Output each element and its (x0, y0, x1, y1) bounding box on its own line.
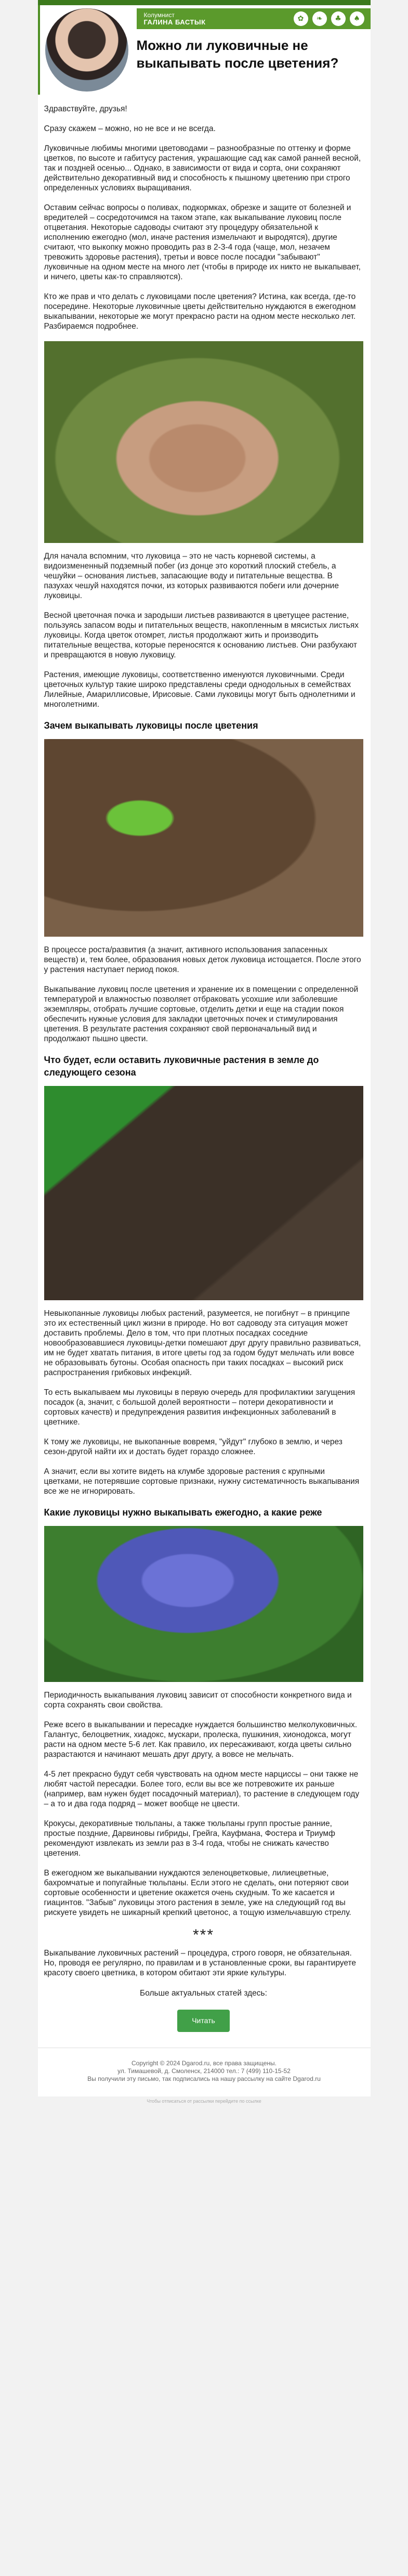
subscription-note: Вы получили эту письмо, так подписались на нашу рассылку на сайте Dgarod.ru (87, 2075, 321, 2082)
paragraph: 4-5 лет прекрасно будут себя чувствовать на одном месте нарциссы – они также не любят частой пересадки. Более того, если вы все же потревожите их раньше (например, вам нужен будет посадочный материал), то растение в следующем году – а то и два года подряд – может вообще не цвести. (44, 1770, 360, 1808)
paragraph: Крокусы, декоративные тюльпаны, а также тюльпаны групп простые ранние, простые поздние, Дарвиновы гибриды, Грейга, Кауфмана, Фостера и Триумф рекомендуют извлекать из земли раз в 3-4 года, чтобы не снижать качество цветения. (44, 1819, 335, 1858)
copyright: Copyright © 2024 Dgarod.ru, все права защищены. (131, 2060, 277, 2067)
section-heading: Какие луковицы нужно выкапывать ежегодно, а какие реже (44, 1507, 322, 1518)
newsletter-header (38, 5, 371, 95)
paragraph: Невыкопанные луковицы любых растений, разумеется, не погибнут – в принципе это их естественный цикл жизни в природе. Но вот садоводу эта ситуация может доставить проблемы. Дело в том, что при плотных посадках соседние новообразовавшиеся луковицы-детки помешают друг другу правильно развиваться, им не будет хватать питания, в итоге цветы год за годом будут мельчать или вовсе не образовывать бутоны. Особая опасность при таких посадках – высокий риск распространения грибковых инфекций. (44, 1309, 361, 1377)
read-button[interactable]: Читать (177, 2010, 230, 2032)
paragraph: Выкапывание луковичных растений – процедура, строго говоря, не обязательная. Но, проводя ее регулярно, по правилам и в установленные сроки, вы гарантируете красоту своего цветника, в котором обитают эти яркие культуры. (44, 1949, 356, 1977)
address: ул. Тимашевой, д. Смоленск, 214000 тел.: 7 (499) 110-15-52 (117, 2067, 291, 2075)
paragraph: К тому же луковицы, не выкопанные вовремя, "уйдут" глубоко в землю, и через сезон-другой найти их и достать будет гораздо сложнее. (44, 1438, 343, 1456)
author-name-block (144, 11, 206, 26)
paragraph: Растения, имеющие луковицы, соответственно именуются луковичными. Среди цветочных культур такие широко представлены среди однодольных в семействах Лилейные, Амариллисовые, Ирисовые. Сами луковицы могут быть однолетними и многолетними. (44, 670, 356, 709)
button-row (44, 2010, 363, 2048)
photo-blue-flowers (44, 1526, 363, 1682)
flower-icon: ✿ (294, 11, 308, 26)
author-role: Колумнист (143, 11, 175, 19)
more-articles-label: Больше актуальных статей здесь: (140, 1989, 267, 1998)
unsubscribe-link[interactable]: Чтобы отписаться от рассылки перейдите по ссылке (147, 2099, 261, 2104)
footer (38, 2048, 371, 2096)
sprout-icon: ♣ (331, 11, 346, 26)
paragraph: Реже всего в выкапывании и пересадке нуждается большинство мелколуковичных. Галантус, белоцветник, хиадокс, мускари, пролеска, пушкиния, хионодокса, могут расти на одном месте 5-6 лет. Как правило, их пересаживают, когда цветы сильно разрастаются и начинают мешать друг другу, а вовсе не мельчать. (44, 1720, 358, 1759)
author-name: ГАЛИНА БАСТЫК (143, 18, 206, 26)
separator: *** (192, 1926, 215, 1944)
section-heading: Зачем выкапывать луковицы после цветения (44, 720, 258, 731)
photo-digging-bulbs (44, 739, 363, 937)
article-title: Можно ли луковичные не выкапывать после цветения? (136, 37, 339, 71)
photo-bulbs-in-soil (44, 1086, 363, 1300)
paragraph: В ежегодном же выкапывании нуждаются зеленоцветковые, лилиецветные, бахромчатые и попугайные тюльпаны. Если этого не сделать, они потеряют свои сортовые особенности и цветение окажется очень скудным. То же касается и гиацинтов. "Забыв" луковицы этого растения в земле, уже на следующий год вы рискуете увидеть не шикарный крепкий цветонос, а тощую измельчавшую стрелу. (44, 1869, 351, 1917)
paragraph: Сразу скажем – можно, но не все и не всегда. (44, 124, 216, 133)
paragraph: Весной цветочная почка и зародыши листьев развиваются в цветущее растение, пользуясь запасом воды и питательных веществ, накопленным в мясистых листьях луковицы. Когда цветок отомрет, листья продолжают жить и производить питательные вещества, которые переносятся к основанию листьев. Они разбухают и превращаются в новую луковицу. (44, 611, 359, 659)
paragraph: Оставим сейчас вопросы о поливах, подкормках, обрезке и защите от болезней и вредителей – сосредоточимся на таком этапе, как выкапывание луковиц после отцветания. Некоторые садоводы считают эту процедуру обязательной к исполнению ежегодно (мол, иначе растения измельчают и выродятся), другие считают, что выкопку можно проводить раз в 2-3-4 года (чаще, мол, незачем тревожить здоровье растения), третьи и вовсе после посадки "забывают" луковичные на одном месте на много лет (чтобы в природе их никто не выкапывает, и ничего, цветы как-то справляются). (44, 203, 361, 281)
author-band (137, 8, 371, 29)
leaf-icon: ❧ (312, 11, 327, 26)
paragraph: Луковичные любимы многими цветоводами – разнообразные по оттенку и форме цветков, по высоте и габитусу растения, украшающие сад как самой ранней весной, так и поздней осенью... Однако, в зависимости от вида и сорта, они сохраняют действительно декоративный вид и способность к пышному цветению при строго определенных условиях выращивания. (44, 144, 361, 192)
section-heading: Что будет, если оставить луковичные растения в земле до следующего сезона (44, 1055, 319, 1078)
paragraph: А значит, если вы хотите видеть на клумбе здоровые растения с крупными цветками, не потерявшие сортовые признаки, нужну систематичность выкапывания все же не игнорировать. (44, 1467, 360, 1496)
paragraph: В процессе роста/развития (а значит, активного использования запасенных веществ) и, тем более, образования новых деток луковица истощается. После этого у растения наступает период покоя. (44, 946, 361, 974)
tree-icon: ♠ (350, 11, 364, 26)
photo-bulbs-in-hands (44, 341, 363, 543)
greeting: Здравствуйте, друзья! (44, 105, 127, 113)
header-icons (294, 11, 364, 26)
paragraph: Выкапывание луковиц после цветения и хранение их в помещении с определенной температурой и влажностью позволяет отбраковать усохшие или заболевшие экземпляры, отобрать лучшие сортовые, отделить детки и еще на стадии покоя обеспечить нужные условия для закладки цветочных почек и стимулирования цветения. В результате растения сохраняют свой первоначальный вид и продолжают пышно цвести. (44, 985, 359, 1043)
article-body (38, 95, 371, 2048)
email-container (38, 0, 371, 2096)
paragraph: Периодичность выкапывания луковиц зависит от способности конкретного вида и сорта сохранять свои свойства. (44, 1691, 352, 1710)
paragraph: Для начала вспомним, что луковица – это не часть корневой системы, а видоизмененный подземный побег (из донце это короткий плоский стебель, а чешуйки – основания листьев, запасающие воду и питательные вещества. В пазухах чешуй находятся почки, из которых развиваются побеги или дочерние луковицы. (44, 552, 339, 600)
paragraph: То есть выкапываем мы луковицы в первую очередь для профилактики загущения посадок (а, значит, с большой долей вероятности – потери декоративности и сортовых качеств) и предупреждения развития инфекционных заболеваний в цветнике. (44, 1388, 356, 1427)
author-avatar (45, 8, 128, 92)
paragraph: Кто же прав и что делать с луковицами после цветения? Истина, как всегда, где-то посередине. Некоторые луковичные цветы действительно нуждаются в ежегодном выкапывании, некоторые же могут прекрасно расти на одном месте несколько лет. Разбираемся подробнее. (44, 292, 356, 331)
